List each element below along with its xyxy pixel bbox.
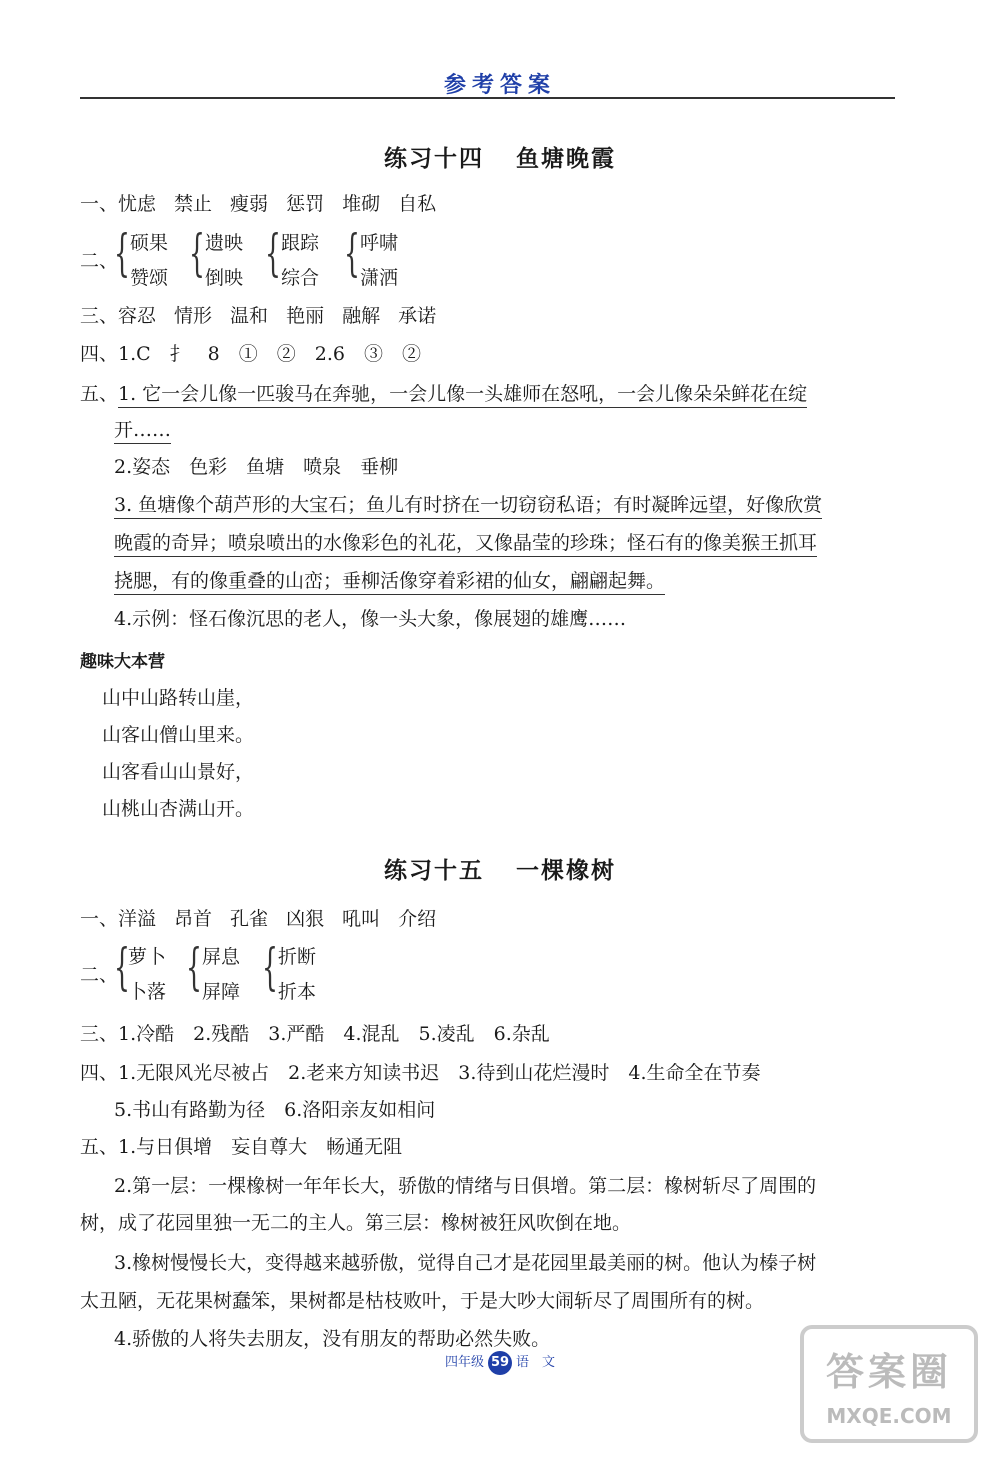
lesson14-number: 练习十四 (384, 146, 484, 172)
brace-icon: { (265, 224, 281, 282)
l14-q4: 四、1.C 扌 8 ① ② 2.6 ③ ② (80, 343, 421, 365)
lesson14-name: 鱼塘晚霞 (516, 146, 616, 172)
l14-q5-a4: 4.示例：怪石像沉思的老人，像一头大象，像展翅的雄鹰…… (114, 608, 627, 630)
l15-q1: 一、洋溢 昂首 孔雀 凶狠 吼叫 介绍 (80, 908, 437, 930)
l14-q5-a3: 3. 鱼塘像个葫芦形的大宝石；鱼儿有时挤在一切窃窃私语；有时凝眸远望，好像欣赏 (114, 492, 822, 518)
brace-icon: { (186, 938, 202, 996)
l14-q2-label: 二、 (80, 250, 119, 272)
l14-q3: 三、容忍 情形 温和 艳丽 融解 承诺 (80, 305, 437, 327)
fun-heading: 趣味大本营 (80, 652, 165, 672)
footer-grade: 四年级 (444, 1355, 484, 1370)
l15-q5-a2: 2.第一层：一棵橡树一年年长大，骄傲的情绪与日俱增。第二层：橡树斩尽了周围的 (114, 1175, 817, 1197)
brace-icon: { (114, 938, 130, 996)
l14-q5-a2: 2.姿态 色彩 鱼塘 喷泉 垂柳 (114, 456, 399, 478)
brace-icon: { (262, 938, 278, 996)
lesson15-name: 一棵橡树 (516, 858, 616, 884)
lesson15-number: 练习十五 (384, 858, 484, 884)
poem-line: 山客看山山景好， (102, 761, 255, 783)
l15-q5-a3: 3.橡树慢慢长大，变得越来越骄傲，觉得自己才是花园里最美丽的树。他认为榛子树 (114, 1252, 817, 1274)
header-rule (80, 97, 895, 99)
l15-q2-label: 二、 (80, 964, 119, 986)
l14-q1: 一、忧虑 禁止 瘦弱 惩罚 堆砌 自私 (80, 193, 437, 215)
l15-q4: 四、1.无限风光尽被占 2.老来方知读书迟 3.待到山花烂漫时 4.生命全在节奏 (80, 1062, 761, 1084)
lesson14-title (0, 140, 1000, 173)
poem-line: 山客山僧山里来。 (102, 724, 255, 746)
poem-line: 山桃山杏满山开。 (102, 798, 255, 820)
watermark-logo: 答案圈 MXQE.COM (800, 1325, 978, 1443)
brace-icon: { (189, 224, 205, 282)
page-number: 59 (488, 1351, 512, 1375)
brace-icon: { (344, 224, 360, 282)
l15-q5-a1: 五、1.与日俱增 妄自尊大 畅通无阻 (80, 1136, 403, 1158)
l14-q5-a1: 五、1. 它一会儿像一匹骏马在奔驰，一会儿像一头雄师在怒吼，一会儿像朵朵鲜花在绽 (80, 381, 807, 407)
brace-icon: { (114, 224, 130, 282)
poem-line: 山中山路转山崖， (102, 687, 255, 709)
footer-subject: 语 文 (516, 1355, 556, 1370)
header-title: 参考答案 (443, 73, 556, 98)
l15-q5-a4: 4.骄傲的人将失去朋友，没有朋友的帮助必然失败。 (114, 1328, 551, 1350)
lesson15-title (0, 852, 1000, 885)
l15-q3: 三、1.冷酷 2.残酷 3.严酷 4.混乱 5.凌乱 6.杂乱 (80, 1023, 550, 1045)
